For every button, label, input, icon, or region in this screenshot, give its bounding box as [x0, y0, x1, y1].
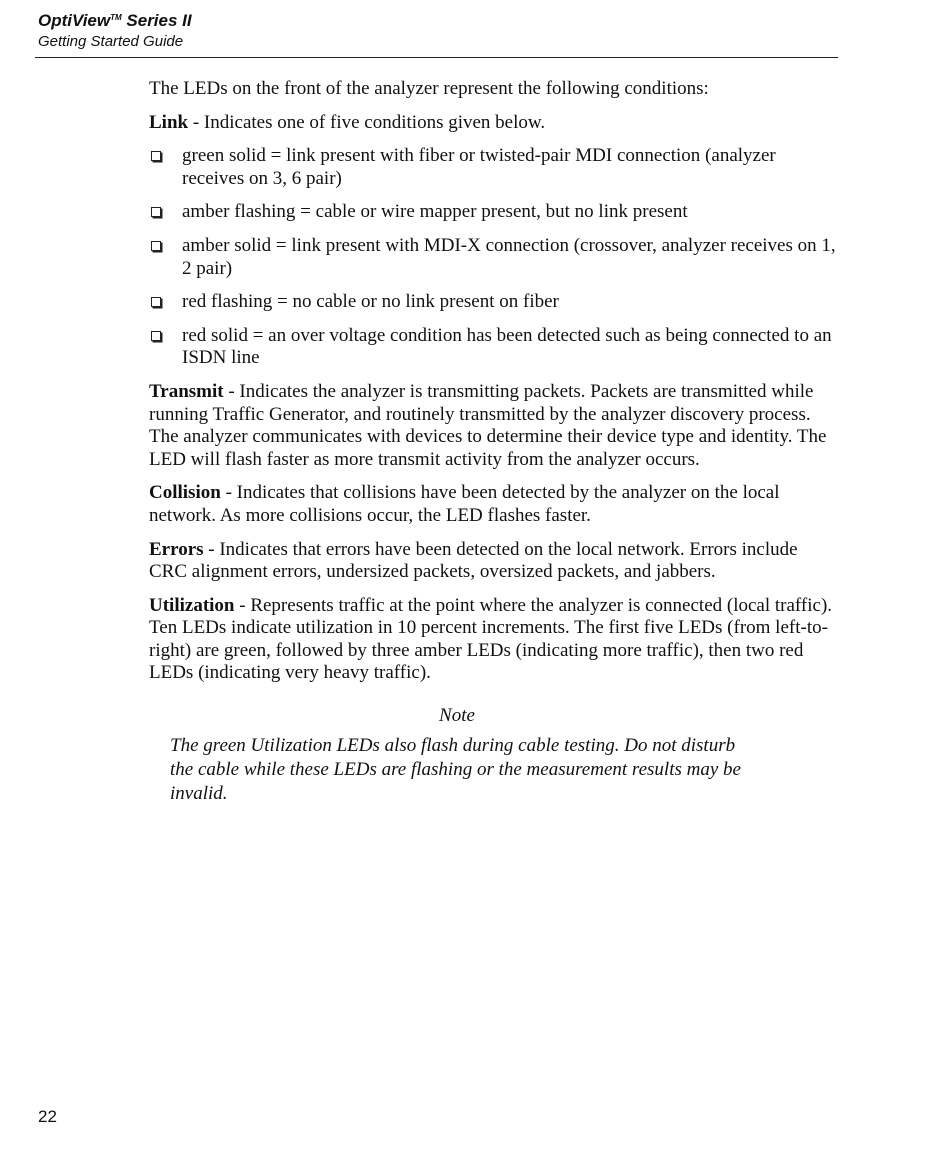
collision-term: Collision [149, 482, 221, 504]
note-block [149, 705, 839, 806]
header-divider [35, 57, 838, 58]
list-item-text: green solid = link present with fiber or twisted-pair MDI connection (analyzer receives on 3, 6 pair) [182, 145, 776, 189]
header-product: OptiView [38, 11, 111, 30]
intro-paragraph: The LEDs on the front of the analyzer represent the following conditions: [149, 78, 709, 99]
header-series: Series II [121, 11, 192, 30]
checkbox-bullet-icon [151, 207, 161, 217]
utilization-description: - Represents traffic at the point where the analyzer is connected (local traffic). Ten LEDs indicate utilization in 10 percent increments. The first five LEDs (from left-to-right) are green, followed by three amber LEDs (indicating more traffic), then two red LEDs (indicating very heavy traffic). [149, 594, 833, 684]
header-title [38, 8, 838, 31]
transmit-term: Transmit [149, 380, 224, 402]
note-body: The green Utilization LEDs also flash during cable testing. Do not disturb the cable while these LEDs are flashing or the measurement results may be invalid. [170, 734, 741, 804]
page-body [149, 78, 839, 806]
list-item-text: amber flashing = cable or wire mapper present, but no link present [182, 201, 688, 223]
collision-paragraph [149, 482, 839, 527]
transmit-description: - Indicates the analyzer is transmitting packets. Packets are transmitted while running Traffic Generator, and routinely transmitted by the analyzer discovery process. The analyzer communicates with devices to determine their device type and identity. The LED will flash faster as more transmit activity from the analyzer occurs. [149, 380, 827, 470]
checkbox-bullet-icon [151, 331, 161, 341]
list-item-text: red solid = an over voltage condition has been detected such as being connected to an ISDN line [182, 324, 832, 369]
trademark-mark: TM [110, 13, 122, 22]
list-item [149, 325, 839, 370]
checkbox-bullet-icon [151, 151, 161, 161]
list-item [149, 145, 839, 190]
link-term: Link [149, 111, 189, 133]
list-item-text: amber solid = link present with MDI-X connection (crossover, analyzer receives on 1, 2 pair) [182, 234, 836, 279]
utilization-term: Utilization [149, 594, 235, 616]
page-number: 22 [38, 1107, 57, 1126]
running-header [38, 8, 838, 53]
errors-description: - Indicates that errors have been detected on the local network. Errors include CRC alignment errors, undersized packets, oversized packets, and jabbers. [149, 538, 798, 583]
list-item [149, 291, 839, 314]
list-item-text: red flashing = no cable or no link present on fiber [182, 291, 559, 313]
link-paragraph [149, 112, 839, 135]
link-conditions-list [149, 145, 839, 370]
list-item [149, 235, 839, 280]
transmit-paragraph [149, 381, 839, 471]
link-description: - Indicates one of five conditions given below. [188, 111, 546, 133]
header-subtitle: Getting Started Guide [38, 33, 184, 50]
checkbox-bullet-icon [151, 297, 161, 307]
checkbox-bullet-icon [151, 241, 161, 251]
utilization-paragraph [149, 595, 839, 685]
errors-paragraph [149, 539, 839, 584]
collision-description: - Indicates that collisions have been detected by the analyzer on the local network. As more collisions occur, the LED flashes faster. [149, 482, 780, 526]
list-item [149, 201, 839, 224]
errors-term: Errors [149, 538, 204, 560]
note-title: Note [439, 705, 475, 727]
